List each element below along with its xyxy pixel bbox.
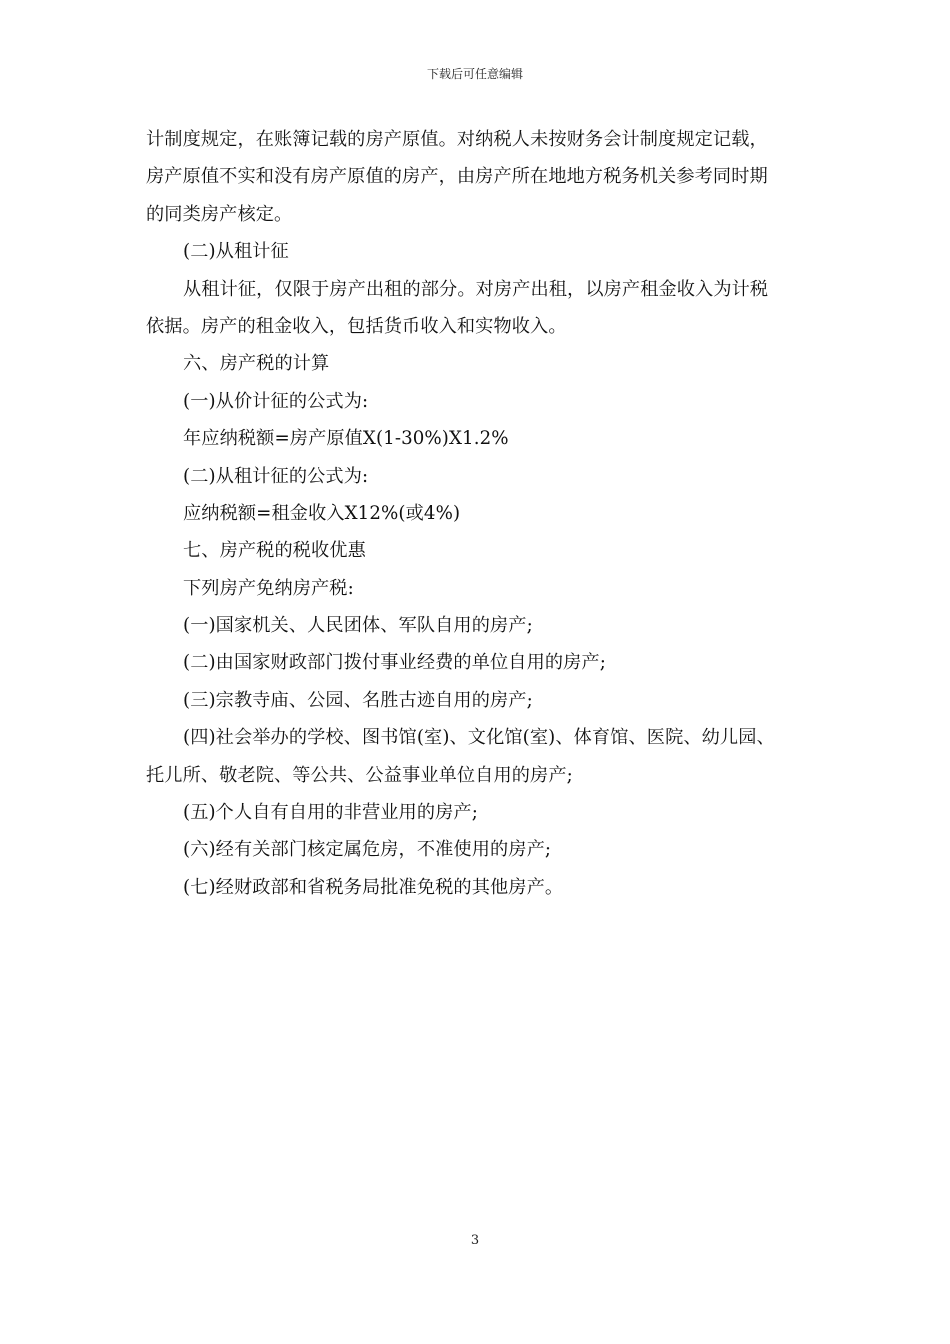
section-heading: (二)从租计征的公式为: <box>183 465 369 487</box>
section-heading: 六、房产税的计算 <box>183 353 330 375</box>
paragraph-line: 下列房产免纳房产税: <box>183 577 354 599</box>
page-header: 下载后可任意编辑 <box>426 67 523 81</box>
formula-line: 年应纳税额=房产原值X(1-30%)X1.2% <box>183 428 509 450</box>
page-number: 3 <box>470 1233 480 1248</box>
list-item: (四)社会举办的学校、图书馆(室)、文化馆(室)、体育馆、医院、幼儿园、 <box>183 727 775 749</box>
paragraph-line: 计制度规定，在账簿记载的房产原值。对纳税人未按财务会计制度规定记载， <box>146 129 768 150</box>
paragraph-line: 依据。房产的租金收入，包括货币收入和实物收入。 <box>146 315 567 337</box>
list-item: (二)由国家财政部门拨付事业经费的单位自用的房产; <box>183 652 606 674</box>
list-item-continuation: 托儿所、敬老院、等公共、公益事业单位自用的房产; <box>146 764 573 786</box>
paragraph-line: 从租计征，仅限于房产出租的部分。对房产出租，以房产租金收入为计税 <box>183 278 769 300</box>
document-body <box>146 121 816 906</box>
section-heading: 七、房产税的税收优惠 <box>183 540 366 562</box>
section-heading: (一)从价计征的公式为: <box>183 390 369 412</box>
list-item: (六)经有关部门核定属危房，不准使用的房产; <box>183 839 552 861</box>
section-heading: (二)从租计征 <box>183 241 289 263</box>
list-item: (三)宗教寺庙、公园、名胜古迹自用的房产; <box>183 689 533 711</box>
paragraph-line: 房产原值不实和没有房产原值的房产，由房产所在地地方税务机关参考同时期 <box>146 166 768 188</box>
list-item: (五)个人自有自用的非营业用的房产; <box>183 802 478 824</box>
paragraph-line: 的同类房产核定。 <box>146 203 293 225</box>
list-item: (一)国家机关、人民团体、军队自用的房产; <box>183 615 533 637</box>
list-item: (七)经财政部和省税务局批准免税的其他房产。 <box>183 876 564 898</box>
formula-line: 应纳税额=租金收入X12%(或4%) <box>183 502 461 524</box>
